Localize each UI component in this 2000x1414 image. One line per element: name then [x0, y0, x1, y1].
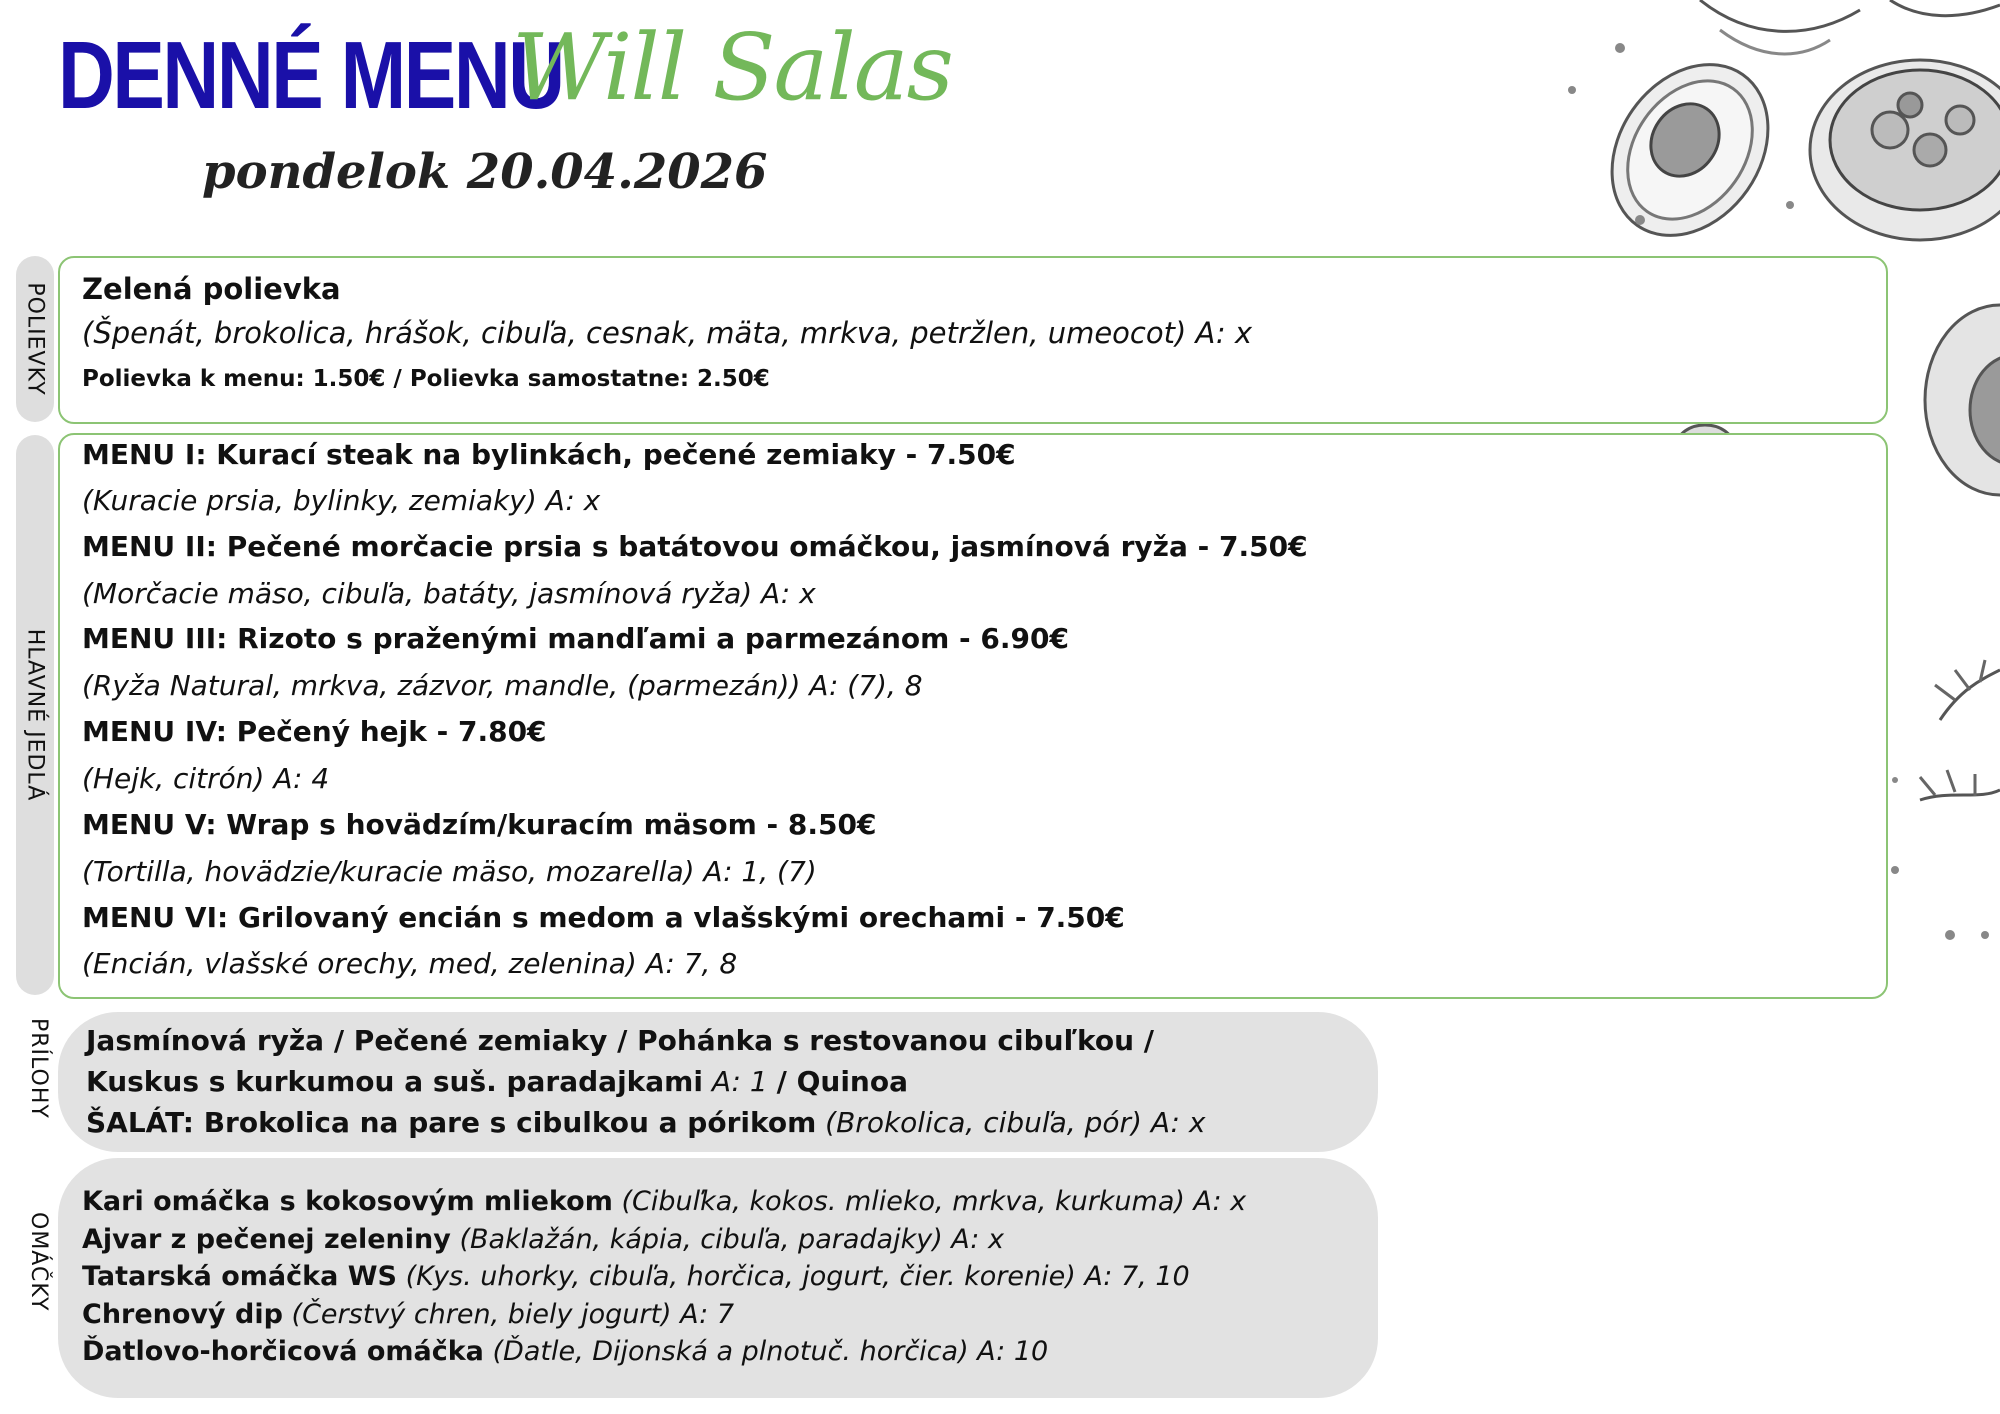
- menu-item-6-title: MENU VI: Grilovaný encián s medom a vlašskými orechami - 7.50€: [82, 901, 1125, 934]
- sauce-row-1: [82, 1186, 1246, 1217]
- sauces-label: OMÁČKY: [26, 1212, 51, 1312]
- soups-tab: [16, 256, 54, 422]
- menu-item-2-ingredients: (Morčacie mäso, cibuľa, batáty, jasmínová ryža) A: x: [82, 577, 816, 610]
- menu-item-2-title: MENU II: Pečené morčacie prsia s batátovou omáčkou, jasmínová ryža - 7.50€: [82, 530, 1308, 563]
- sides-couscous: Kuskus s kurkumou a suš. paradajkami: [86, 1065, 703, 1098]
- sauce-2-name: Ajvar z pečenej zeleniny: [82, 1224, 451, 1255]
- menu-item-1-ingredients: (Kuracie prsia, bylinky, zemiaky) A: x: [82, 484, 601, 517]
- sauce-1-details: (Cibuľka, kokos. mlieko, mrkva, kurkuma) A: x: [621, 1186, 1247, 1217]
- soup-name: Zelená polievka: [82, 272, 341, 306]
- menu-item-3-ingredients: (Ryža Natural, mrkva, zázvor, mandle, (parmezán)) A: (7), 8: [82, 669, 923, 702]
- soup-ingredients: (Špenát, brokolica, hrášok, cibuľa, cesnak, mäta, mrkva, petržlen, umeocot) A: x: [82, 316, 1253, 350]
- mains-tab: [16, 435, 54, 995]
- sauce-4-name: Chrenový dip: [82, 1299, 283, 1330]
- sauce-1-name: Kari omáčka s kokosovým mliekom: [82, 1186, 613, 1217]
- sides-quinoa: / Quinoa: [776, 1065, 908, 1098]
- sides-couscous-allergens: A: 1: [711, 1065, 768, 1098]
- menu-item-5-title: MENU V: Wrap s hovädzím/kuracím mäsom - 8.50€: [82, 808, 877, 841]
- mains-tab-label: HLAVNÉ JEDLÁ: [22, 628, 48, 802]
- salad-name: ŠALÁT: Brokolica na pare s cibulkou a pórikom: [86, 1106, 817, 1139]
- menu-item-5-ingredients: (Tortilla, hovädzie/kuracie mäso, mozarella) A: 1, (7): [82, 855, 817, 888]
- salad-line: [86, 1106, 1205, 1139]
- sauce-5-details: (Ďatle, Dijonská a plnotuč. horčica) A: 10: [492, 1336, 1049, 1367]
- menu-date: pondelok 20.04.2026: [202, 144, 768, 200]
- sauce-5-name: Ďatlovo-horčicová omáčka: [82, 1336, 484, 1367]
- menu-item-4-ingredients: (Hejk, citrón) A: 4: [82, 762, 330, 795]
- menu-item-1-title: MENU I: Kurací steak na bylinkách, pečené zemiaky - 7.50€: [82, 438, 1016, 471]
- soup-prices: Polievka k menu: 1.50€ / Polievka samostatne: 2.50€: [82, 366, 770, 392]
- sides-line-2: [86, 1065, 908, 1098]
- salad-ingredients: (Brokolica, cibuľa, pór) A: x: [825, 1106, 1206, 1139]
- sauce-row-3: [82, 1261, 1190, 1292]
- sauce-4-details: (Čerstvý chren, biely jogurt) A: 7: [291, 1299, 735, 1330]
- sauce-row-2: [82, 1224, 1004, 1255]
- soups-tab-label: POLIEVKY: [22, 282, 48, 396]
- brand-logo-text: Will Salas: [512, 14, 952, 121]
- sauce-2-details: (Baklažán, kápia, cibuľa, paradajky) A: x: [459, 1224, 1004, 1255]
- menu-item-4-title: MENU IV: Pečený hejk - 7.80€: [82, 715, 547, 748]
- menu-item-3-title: MENU III: Rizoto s praženými mandľami a parmezánom - 6.90€: [82, 622, 1069, 655]
- page-title: DENNÉ MENU: [58, 22, 563, 129]
- sauce-3-details: (Kys. uhorky, cibuľa, horčica, jogurt, čier. korenie) A: 7, 10: [405, 1261, 1190, 1292]
- sides-line-1: Jasmínová ryža / Pečené zemiaky / Pohánka s restovanou cibuľkou /: [86, 1024, 1155, 1057]
- sides-label: PRÍLOHY: [26, 1018, 51, 1119]
- sauce-row-5: [82, 1336, 1048, 1367]
- sauce-row-4: [82, 1299, 734, 1330]
- sauce-3-name: Tatarská omáčka WS: [82, 1261, 397, 1292]
- menu-item-6-ingredients: (Encián, vlašské orechy, med, zelenina) A: 7, 8: [82, 947, 738, 980]
